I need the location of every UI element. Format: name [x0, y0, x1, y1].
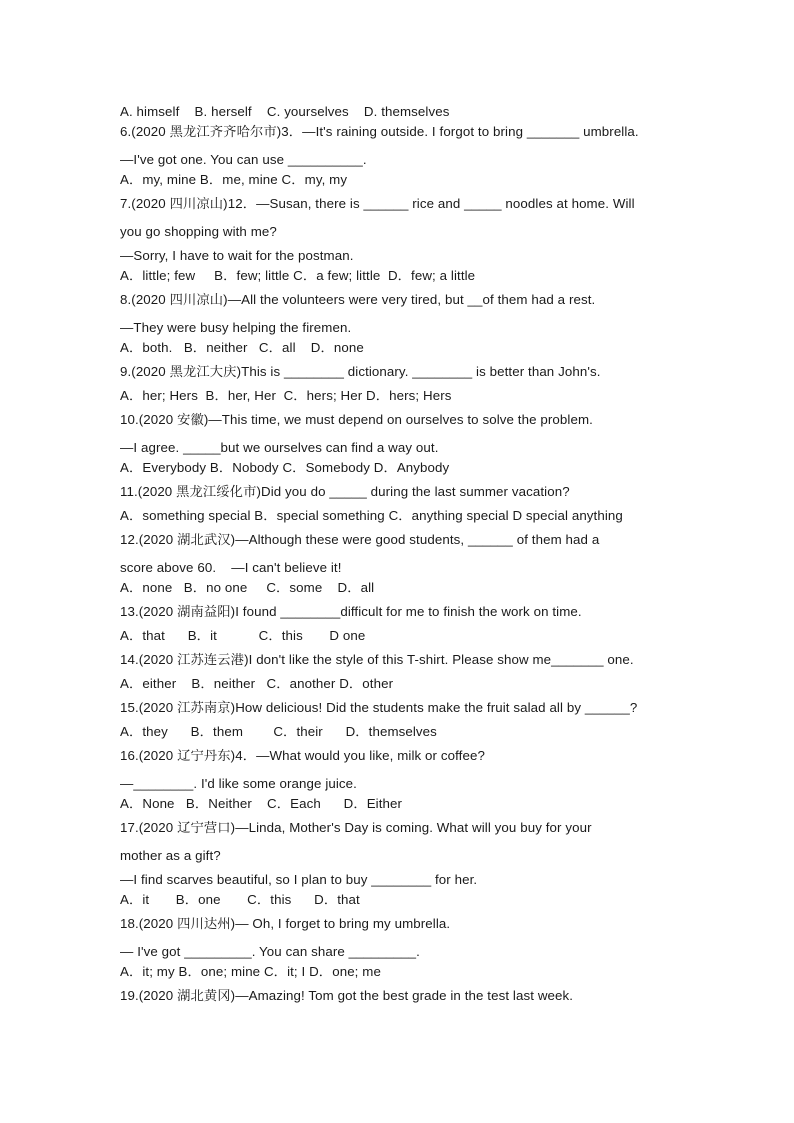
- answer-options-q9: A．her; Hers B．her, Her C．hers; Her D．hers; Hers: [120, 388, 452, 403]
- question-10: 10.(2020 安徽)—This time, we must depend on ourselves to solve the problem.: [120, 412, 593, 427]
- question-7: 7.(2020 四川凉山)12．—Susan, there is ______ rice and _____ noodles at home. Will: [120, 196, 635, 211]
- question-16: 16.(2020 辽宁丹东)4．—What would you like, milk or coffee?: [120, 748, 485, 763]
- question-8-dialogue: —They were busy helping the firemen.: [120, 320, 352, 335]
- question-17: 17.(2020 辽宁营口)—Linda, Mother's Day is coming. What will you buy for your: [120, 820, 592, 835]
- question-17-dialogue: —I find scarves beautiful, so I plan to buy ________ for her.: [120, 872, 478, 887]
- question-12: 12.(2020 湖北武汉)—Although these were good students, ______ of them had a: [120, 532, 600, 547]
- answer-options-q7: A．little; few B．few; little C．a few; little D．few; a little: [120, 268, 476, 283]
- answer-options-q16: A．None B．Neither C．Each D．Either: [120, 796, 403, 811]
- question-15: 15.(2020 江苏南京)How delicious! Did the students make the fruit salad all by ______?: [120, 700, 638, 715]
- answer-options-q17: A．it B．one C．this D．that: [120, 892, 360, 907]
- question-13: 13.(2020 湖南益阳)I found ________difficult for me to finish the work on time.: [120, 604, 582, 619]
- answer-options-q8: A．both. B．neither C．all D．none: [120, 340, 364, 355]
- answer-options-q14: A．either B．neither C．another D．other: [120, 676, 394, 691]
- question-6-dialogue: —I've got one. You can use __________.: [120, 152, 367, 167]
- answer-options-q5: A. himself B. herself C. yourselves D. themselves: [120, 104, 450, 119]
- answer-options-q10: A．Everybody B．Nobody C．Somebody D．Anybody: [120, 460, 450, 475]
- answer-options-q15: A．they B．them C．their D．themselves: [120, 724, 437, 739]
- question-17-continued: mother as a gift?: [120, 848, 221, 863]
- question-9: 9.(2020 黑龙江大庆)This is ________ dictionary. ________ is better than John's.: [120, 364, 601, 379]
- question-7-dialogue: —Sorry, I have to wait for the postman.: [120, 248, 354, 263]
- answer-options-q13: A．that B．it C．this D one: [120, 628, 366, 643]
- question-8: 8.(2020 四川凉山)—All the volunteers were very tired, but __of them had a rest.: [120, 292, 596, 307]
- question-6: 6.(2020 黑龙江齐齐哈尔市)3．—It's raining outside. I forgot to bring _______ umbrella.: [120, 124, 639, 139]
- question-10-dialogue: —I agree. _____but we ourselves can find a way out.: [120, 440, 439, 455]
- question-12-continued: score above 60. —I can't believe it!: [120, 560, 342, 575]
- question-11: 11.(2020 黑龙江绥化市)Did you do _____ during the last summer vacation?: [120, 484, 570, 499]
- question-19: 19.(2020 湖北黄冈)—Amazing! Tom got the best grade in the test last week.: [120, 988, 574, 1003]
- answer-options-q6: A．my, mine B．me, mine C．my, my: [120, 172, 348, 187]
- question-14: 14.(2020 江苏连云港)I don't like the style of this T-shirt. Please show me_______ one.: [120, 652, 634, 667]
- question-18: 18.(2020 四川达州)— Oh, I forget to bring my umbrella.: [120, 916, 451, 931]
- question-7-continued: you go shopping with me?: [120, 224, 277, 239]
- answer-options-q18: A．it; my B．one; mine C．it; I D．one; me: [120, 964, 381, 979]
- question-18-dialogue: — I've got _________. You can share _________.: [120, 944, 420, 959]
- answer-options-q12: A．none B．no one C．some D．all: [120, 580, 375, 595]
- question-16-dialogue: —________. I'd like some orange juice.: [120, 776, 357, 791]
- answer-options-q11: A．something special B．special something C．anything special D special anything: [120, 508, 623, 523]
